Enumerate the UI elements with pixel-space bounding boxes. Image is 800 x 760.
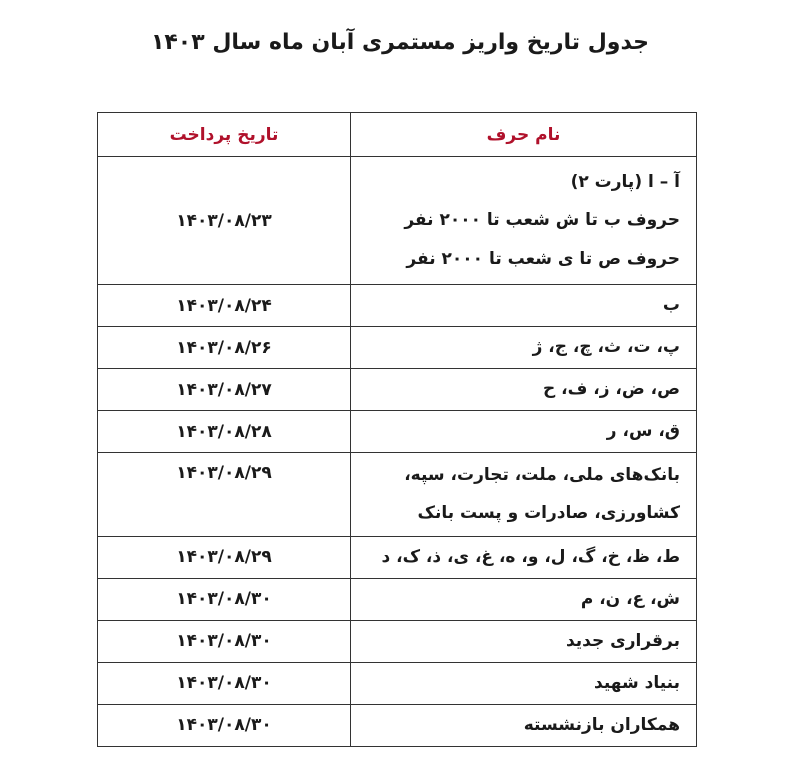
header-letter: نام حرف (351, 113, 697, 157)
cell-letters-line: بنیاد شهید (594, 672, 680, 693)
cell-letters (351, 662, 697, 704)
cell-letters-line: ش، ع، ن، م (580, 588, 680, 609)
cell-date: ۱۴۰۳/۰۸/۳۰ (98, 620, 351, 662)
table-row (98, 327, 697, 369)
cell-letters (351, 536, 697, 578)
cell-date: ۱۴۰۳/۰۸/۲۳ (98, 157, 351, 285)
cell-letters-line: برقراری جدید (565, 630, 680, 651)
cell-letters (351, 157, 697, 285)
cell-letters-line: کشاورزی، صادرات و پست بانک (417, 503, 680, 524)
cell-date: ۱۴۰۳/۰۸/۲۶ (98, 327, 351, 369)
table-row (98, 411, 697, 453)
cell-letters (351, 704, 697, 746)
cell-letters-line: همکاران بازنشسته (523, 714, 680, 735)
cell-letters-line: حروف ب تا ش شعب تا ۲۰۰۰ نفر (404, 210, 680, 231)
cell-date: ۱۴۰۳/۰۸/۳۰ (98, 704, 351, 746)
cell-letters-line: بانک‌های ملی، ملت، تجارت، سپه، (404, 465, 680, 485)
cell-date: ۱۴۰۳/۰۸/۲۹ (98, 453, 351, 537)
table-row (98, 662, 697, 704)
cell-letters (351, 578, 697, 620)
cell-letters (351, 453, 697, 537)
page-title: جدول تاریخ واریز مستمری آبان ماه سال ۱۴۰۳ (150, 30, 650, 55)
table-body (98, 157, 697, 747)
payment-schedule-table (97, 112, 697, 747)
cell-letters-line: ص، ض، ز، ف، ح (542, 379, 680, 400)
cell-letters-line: ق، س، ر (606, 421, 680, 442)
cell-date: ۱۴۰۳/۰۸/۲۷ (98, 369, 351, 411)
table-row (98, 369, 697, 411)
cell-letters-line: ب (662, 295, 680, 316)
cell-date: ۱۴۰۳/۰۸/۲۸ (98, 411, 351, 453)
table-row (98, 620, 697, 662)
cell-letters (351, 620, 697, 662)
header-date: تاریخ پرداخت (98, 113, 351, 157)
cell-letters (351, 369, 697, 411)
cell-date: ۱۴۰۳/۰۸/۳۰ (98, 578, 351, 620)
table-row (98, 578, 697, 620)
cell-date: ۱۴۰۳/۰۸/۲۴ (98, 285, 351, 327)
table-row (98, 157, 697, 285)
table-row (98, 453, 697, 537)
cell-letters-line: آ – ا (پارت ۲) (570, 172, 680, 193)
table-row (98, 704, 697, 746)
table-row (98, 536, 697, 578)
cell-date: ۱۴۰۳/۰۸/۳۰ (98, 662, 351, 704)
table-row (98, 285, 697, 327)
table-header-row (98, 113, 697, 157)
cell-date: ۱۴۰۳/۰۸/۲۹ (98, 536, 351, 578)
cell-letters-line: حروف ص تا ی شعب تا ۲۰۰۰ نفر (406, 248, 680, 269)
cell-letters (351, 327, 697, 369)
cell-letters-line: پ، ت، ث، چ، ج، ژ (532, 337, 680, 358)
cell-letters-line: ط، ظ، خ، گ، ل، و، ه، غ، ی، ذ، ک، د (381, 546, 680, 567)
cell-letters (351, 411, 697, 453)
cell-letters (351, 285, 697, 327)
